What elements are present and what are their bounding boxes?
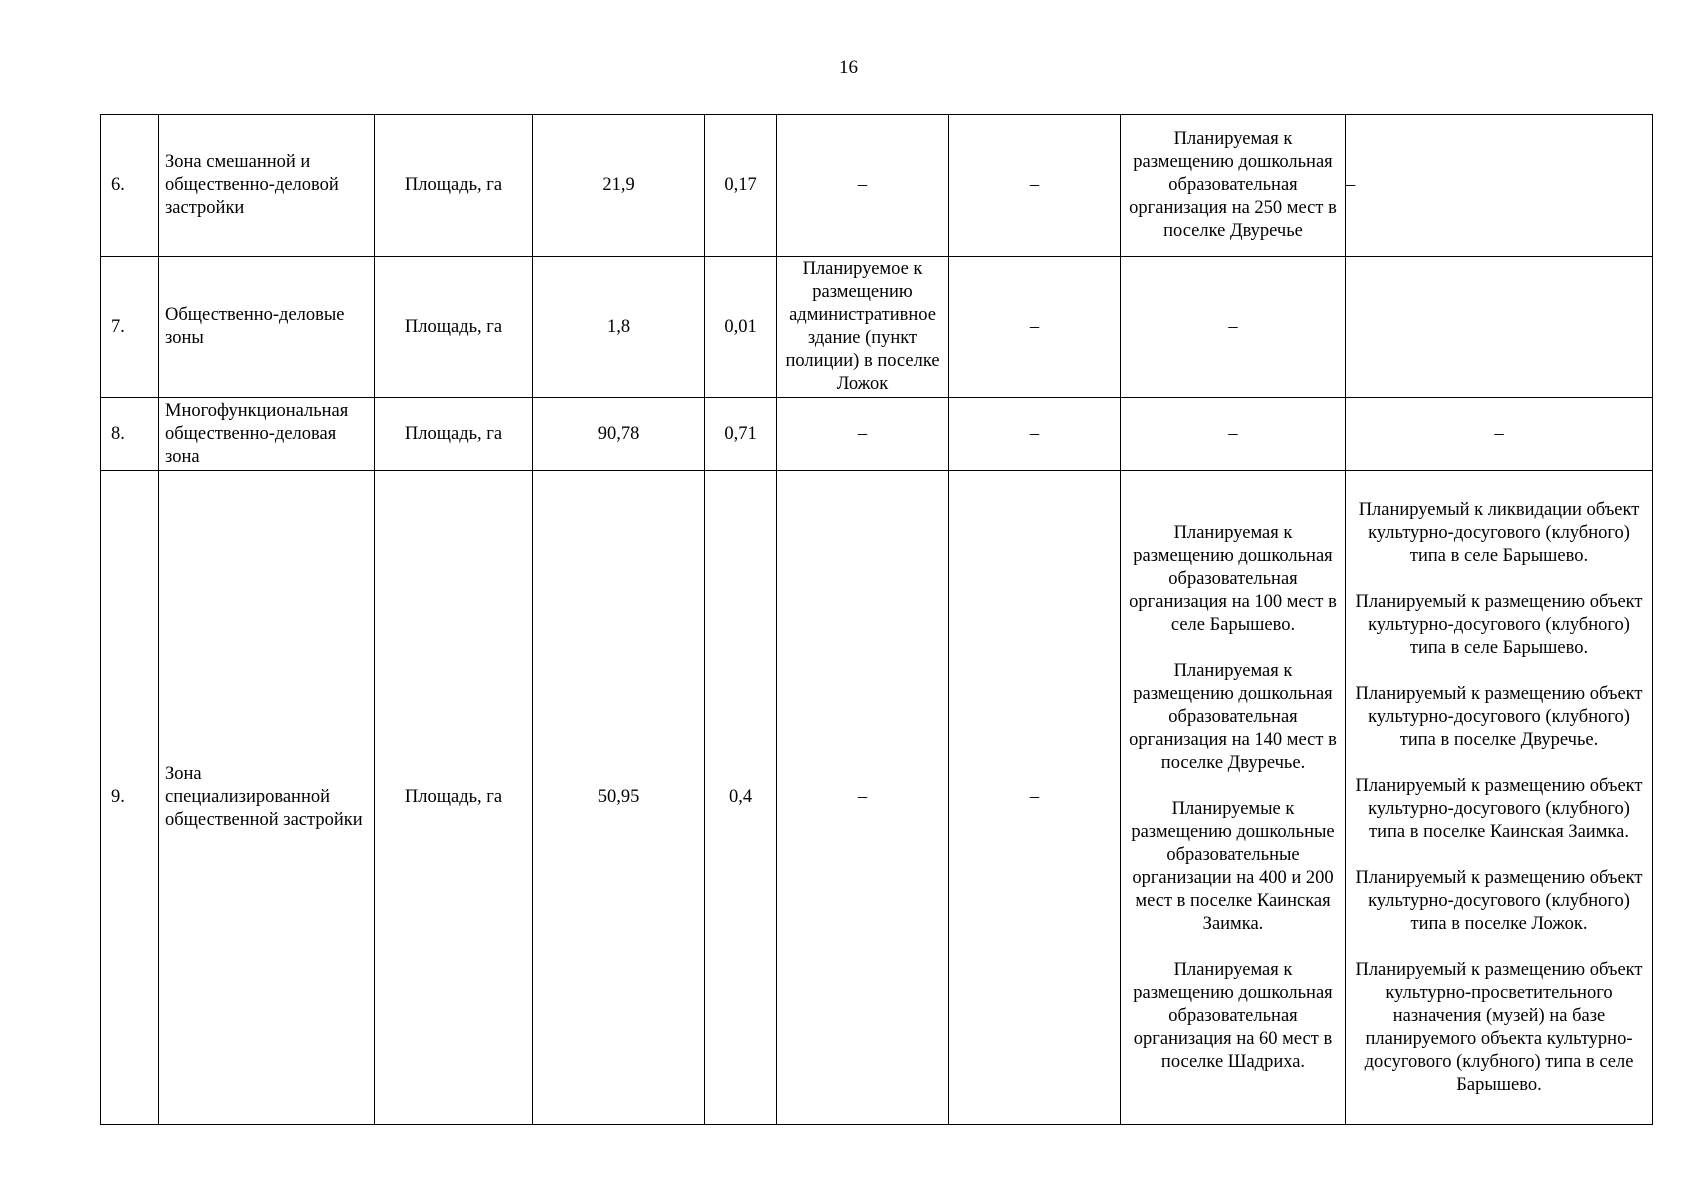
regional-objects-cell: –: [949, 257, 1121, 398]
regional-objects-cell: –: [949, 398, 1121, 471]
zone-name: Зона специализированной общественной застройки: [159, 471, 375, 1125]
cell-paragraph: Планируемые к размещению дошкольные образовательные организации на 400 и 200 мест в поселке Каинская Заимка.: [1131, 798, 1335, 934]
education-objects-cell: [1121, 398, 1346, 471]
education-objects-cell: [1121, 115, 1346, 257]
cell-paragraph: Планируемая к размещению дошкольная образовательная организация на 140 мест в поселке Двуречье.: [1129, 660, 1337, 773]
value-cell: 50,95: [533, 471, 705, 1125]
table-row: [101, 257, 1653, 398]
page-number: 16: [839, 57, 858, 78]
cell-paragraph: Планируемая к размещению дошкольная образовательная организация на 250 мест в поселке Двуречье: [1129, 129, 1337, 241]
cell-paragraph: Планируемый к размещению объект культурно-просветительного назначения (музей) на базе планируемого объекта культурно-досугового (клубного) типа в селе Барышево.: [1355, 959, 1643, 1095]
cell-paragraph: –: [1494, 423, 1504, 444]
row-number: 9.: [101, 471, 159, 1125]
share-cell: 0,01: [705, 257, 777, 398]
cell-paragraph: Планируемая к размещению дошкольная образовательная организация на 60 мест в поселке Шадриха.: [1133, 959, 1333, 1072]
indicator-cell: Площадь, га: [375, 115, 533, 257]
capital-objects-cell: –: [777, 471, 949, 1125]
indicator-cell: Площадь, га: [375, 257, 533, 398]
culture-objects-cell: [1346, 257, 1653, 398]
table-row: [101, 115, 1653, 257]
culture-objects-cell: [1346, 398, 1653, 471]
zones-table: [100, 114, 1653, 1125]
cell-paragraph: –: [1228, 316, 1238, 337]
cell-paragraph: –: [1346, 175, 1356, 195]
table-row: [101, 398, 1653, 471]
value-cell: 1,8: [533, 257, 705, 398]
zone-name: Зона смешанной и общественно-деловой застройки: [159, 115, 375, 257]
indicator-cell: Площадь, га: [375, 398, 533, 471]
indicator-cell: Площадь, га: [375, 471, 533, 1125]
education-objects-cell: [1121, 471, 1346, 1125]
culture-objects-cell: [1346, 115, 1653, 257]
cell-paragraph: Планируемая к размещению дошкольная образовательная организация на 100 мест в селе Барышево.: [1129, 522, 1337, 635]
share-cell: 0,4: [705, 471, 777, 1125]
share-cell: 0,17: [705, 115, 777, 257]
cell-paragraph: Планируемый к размещению объект культурно-досугового (клубного) типа в поселке Каинская Заимка.: [1355, 775, 1643, 842]
capital-objects-cell: –: [777, 398, 949, 471]
cell-paragraph: Планируемый к ликвидации объект культурно-досугового (клубного) типа в селе Барышево.: [1358, 499, 1640, 566]
regional-objects-cell: –: [949, 471, 1121, 1125]
capital-objects-cell: Планируемое к размещению административное здание (пункт полиции) в поселке Ложок: [777, 257, 949, 398]
education-objects-cell: [1121, 257, 1346, 398]
cell-paragraph: Планируемый к размещению объект культурно-досугового (клубного) типа в поселке Двуречье.: [1355, 683, 1643, 750]
cell-paragraph: Планируемый к размещению объект культурно-досугового (клубного) типа в поселке Ложок.: [1355, 867, 1643, 934]
capital-objects-cell: –: [777, 115, 949, 257]
regional-objects-cell: –: [949, 115, 1121, 257]
value-cell: 90,78: [533, 398, 705, 471]
cell-paragraph: Планируемый к размещению объект культурно-досугового (клубного) типа в селе Барышево.: [1355, 591, 1643, 658]
table-row: [101, 471, 1653, 1125]
culture-objects-cell: [1346, 471, 1653, 1125]
share-cell: 0,71: [705, 398, 777, 471]
value-cell: 21,9: [533, 115, 705, 257]
cell-paragraph: –: [1228, 423, 1238, 444]
row-number: 6.: [101, 115, 159, 257]
zone-name: Общественно-деловые зоны: [159, 257, 375, 398]
row-number: 8.: [101, 398, 159, 471]
row-number: 7.: [101, 257, 159, 398]
zone-name: Многофункциональная общественно-деловая зона: [159, 398, 375, 471]
